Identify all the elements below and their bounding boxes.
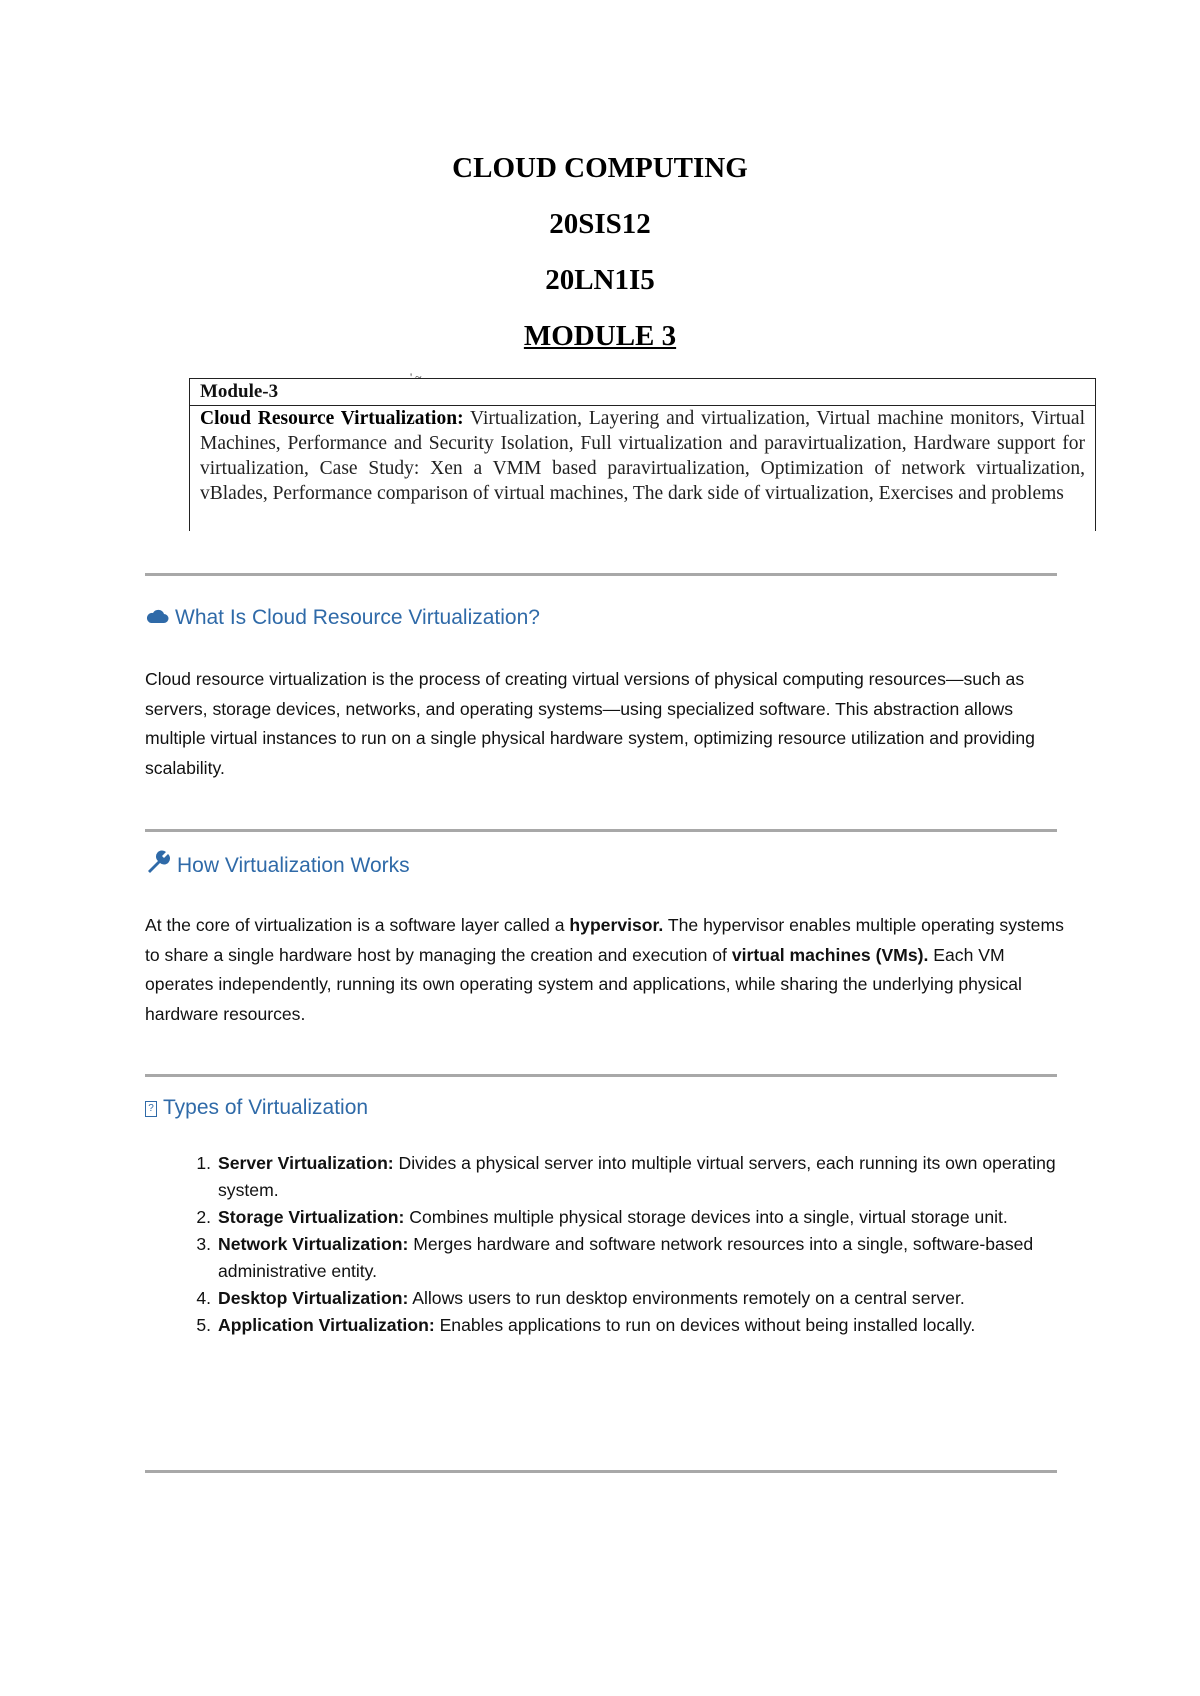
section-divider <box>145 1074 1057 1077</box>
syllabus-topics <box>190 406 1095 506</box>
list-item-label: Storage Virtualization: <box>218 1207 405 1227</box>
syllabus-topic-label: Cloud Resource Virtualization: <box>200 408 464 429</box>
list-item-text: Merges hardware and software network resources into a single, software-based administrative entity. <box>218 1234 1034 1281</box>
list-item-text: Divides a physical server into multiple virtual servers, each running its own operating system. <box>218 1153 1056 1200</box>
list-item <box>145 1312 1065 1339</box>
list-item-number: 4. <box>196 1288 211 1308</box>
module-title: MODULE 3 <box>523 320 677 352</box>
how-body-text-2: The hypervisor enables multiple operating systems to share a single hardware host by managing the creation and execution of <box>145 915 1064 965</box>
list-item-label: Application Virtualization: <box>218 1315 435 1335</box>
section-heading-what <box>145 603 540 633</box>
list-item-number: 3. <box>196 1234 211 1254</box>
section-divider <box>145 1470 1057 1473</box>
course-code-2: 20LN1I5 <box>545 264 655 296</box>
list-item-text: Allows users to run desktop environments remotely on a central server. <box>408 1288 965 1308</box>
syllabus-cutoff-text: ' ~ <box>410 370 422 384</box>
syllabus-module-heading: Module-3 <box>190 378 1095 406</box>
course-code-1: 20SIS12 <box>549 208 651 240</box>
wrench-icon <box>145 849 171 884</box>
section-body-what: Cloud resource virtualization is the process of creating virtual versions of physical computing resources—such as servers, storage devices, networks, and operating systems—using specialized software. This abstraction allows multiple virtual instances to run on a single physical hardware system, optimizing resource utilization and providing scalability. <box>145 669 1035 778</box>
missing-glyph-icon: ? <box>145 1093 157 1123</box>
section-heading-types <box>145 1093 368 1123</box>
list-item-label: Desktop Virtualization: <box>218 1288 409 1308</box>
list-item <box>145 1231 1065 1285</box>
section-heading-how <box>145 849 410 879</box>
list-item-number: 1. <box>196 1153 211 1173</box>
section-heading-how-text: How Virtualization Works <box>177 854 410 878</box>
how-body-bold-1: hypervisor. <box>569 915 664 935</box>
syllabus-excerpt <box>189 370 1096 531</box>
document-title-block <box>0 140 1200 364</box>
section-divider <box>145 829 1057 832</box>
section-body-how <box>145 911 1065 1029</box>
list-item-number: 5. <box>196 1315 211 1335</box>
cloud-icon <box>145 603 169 633</box>
list-item-label: Server Virtualization: <box>218 1153 394 1173</box>
section-heading-types-text: Types of Virtualization <box>163 1096 369 1119</box>
how-body-text-1: At the core of virtualization is a software layer called a <box>145 915 570 935</box>
syllabus-topic-text: Virtualization, Layering and virtualization, Virtual machine monitors, Virtual Machines, Performance and Security Isolation, Full virtualization and paravirtualization, Hardware support for virtualization, Case Study: Xen a VMM based paravirtualization, Optimization of network virtualization, vBlades, Performance comparison of virtual machines, The dark side of virtualization, Exercises and problems <box>200 408 1085 504</box>
list-item-text: Enables applications to run on devices without being installed locally. <box>434 1315 976 1335</box>
types-list <box>145 1150 1065 1339</box>
section-divider <box>145 573 1057 576</box>
list-item-text: Combines multiple physical storage devices into a single, virtual storage unit. <box>404 1207 1008 1227</box>
course-title: CLOUD COMPUTING <box>452 152 748 184</box>
list-item <box>145 1150 1065 1204</box>
list-item-number: 2. <box>196 1207 211 1227</box>
list-item <box>145 1285 1065 1312</box>
section-heading-what-text: What Is Cloud Resource Virtualization? <box>175 606 540 629</box>
how-body-text-3: Each VM operates independently, running its own operating system and applications, while sharing the underlying physical hardware resources. <box>145 944 1022 1024</box>
list-item <box>145 1204 1065 1231</box>
list-item-label: Network Virtualization: <box>218 1234 409 1254</box>
how-body-bold-2: virtual machines (VMs). <box>731 944 929 965</box>
